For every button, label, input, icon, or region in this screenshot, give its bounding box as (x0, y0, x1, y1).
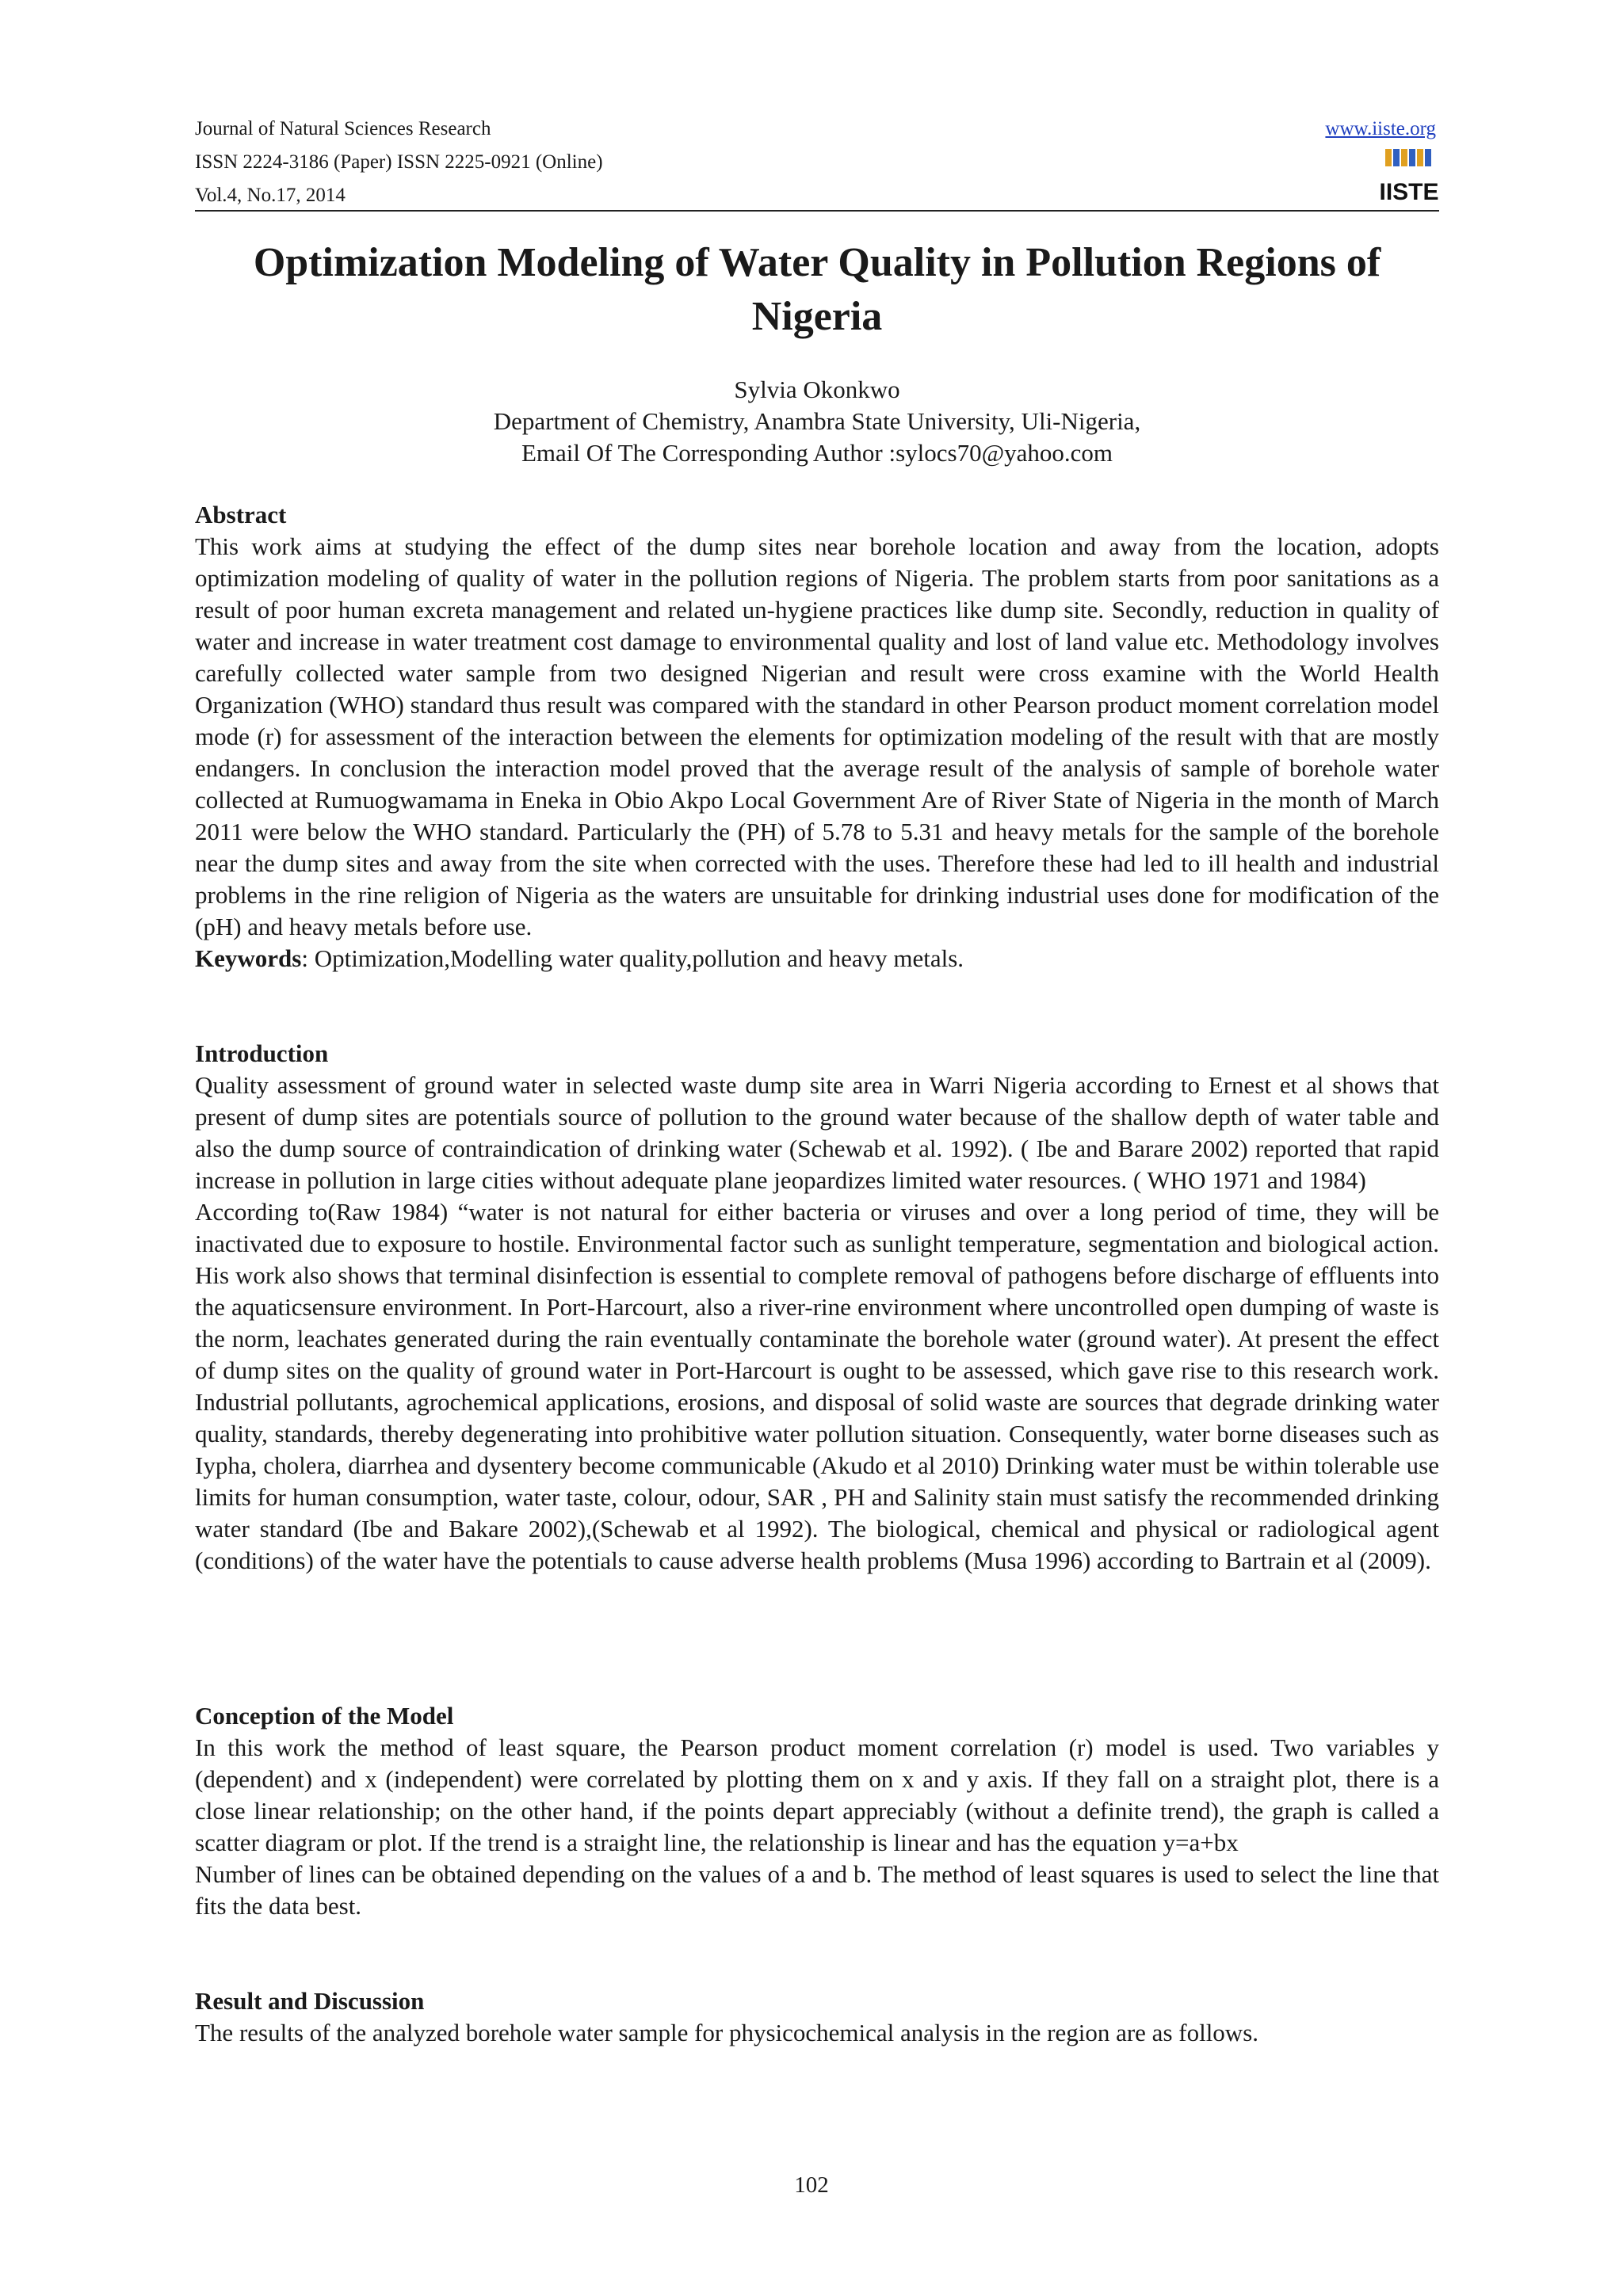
results-paragraph-1: The results of the analyzed borehole water sample for physicochemical analysis in the region are as follows. (195, 2019, 1259, 2046)
conception-heading: Conception of the Model (195, 1702, 454, 1730)
paper-title: Optimization Modeling of Water Quality in Pollution Regions of Nigeria (253, 240, 1381, 339)
results-section (195, 1985, 1439, 2049)
abstract-heading: Abstract (195, 501, 287, 528)
conception-section (195, 1700, 1439, 1922)
conception-paragraph-2: Number of lines can be obtained depending on the values of a and b. The method of least squares is used to select the line that fits the data best. (195, 1860, 1439, 1920)
introduction-heading: Introduction (195, 1039, 329, 1067)
keywords-text: : Optimization,Modelling water quality,pollution and heavy metals. (301, 944, 964, 972)
page-number: 102 (794, 2172, 829, 2198)
author-email: Email Of The Corresponding Author :sylocs70@yahoo.com (521, 439, 1113, 467)
introduction-section (195, 1038, 1439, 1577)
journal-volume: Vol.4, No.17, 2014 (195, 185, 346, 206)
results-heading: Result and Discussion (195, 1987, 425, 2015)
introduction-paragraph-2: According to(Raw 1984) “water is not natural for either bacteria or viruses and over a long period of time, they will be inactivated due to exposure to hostile. Environmental factor such as sunlight temperature, segmentation and biological action. His work also shows that terminal disinfection is essential to complete removal of pathogens before discharge of effluents into the aquaticsensure environment. In Port-Harcourt, also a river-rine environment where uncontrolled open dumping of waste is the norm, leachates generated during the rain eventually contaminate the borehole water (ground water). At present the effect of dump sites on the quality of ground water in Port-Harcourt is ought to be assessed, which gave rise to this research work. Industrial pollutants, agrochemical applications, erosions, and disposal of solid waste are sources that degrade drinking water quality, standards, thereby degenerating into prohibitive water pollution situation. Consequently, water borne diseases such as Iypha, cholera, diarrhea and dysentery become communicable (Akudo et al 2010) Drinking water must be within tolerable use limits for human consumption, water taste, colour, odour, SAR , PH and Salinity stain must satisfy the recommended drinking water standard (Ibe and Bakare 2002),(Schewab et al 1992). The biological, chemical and physical or radiological agent (conditions) of the water have the potentials to cause adverse health problems (Musa 1996) according to Bartrain et al (2009). (195, 1198, 1439, 1574)
journal-website-link[interactable]: www.iiste.org (1325, 118, 1436, 139)
iiste-logo (1379, 147, 1439, 205)
journal-header (195, 111, 1439, 212)
author-name: Sylvia Okonkwo (734, 376, 900, 403)
svg-text:IISTE: IISTE (1379, 179, 1439, 205)
introduction-paragraph-1: Quality assessment of ground water in selected waste dump site area in Warri Nigeria according to Ernest et al shows that present of dump sites are potentials source of pollution to the ground water because of the shallow depth of water table and also the dump source of contraindication of drinking water (Schewab et al. 1992). ( Ibe and Barare 2002) reported that rapid increase in pollution in large cities without adequate plane jeopardizes limited water resources. ( WHO 1971 and 1984) (195, 1071, 1439, 1194)
keywords-label: Keywords (195, 944, 302, 972)
abstract-section (195, 499, 1439, 974)
journal-name: Journal of Natural Sciences Research (195, 118, 491, 139)
keywords-line (195, 943, 1439, 974)
journal-issn: ISSN 2224-3186 (Paper) ISSN 2225-0921 (Online) (195, 151, 603, 173)
author-department: Department of Chemistry, Anambra State University, Uli-Nigeria, (493, 407, 1141, 435)
conception-paragraph-1: In this work the method of least square, the Pearson product moment correlation (r) model is used. Two variables y (dependent) and x (independent) were correlated by plotting them on x and y axis. If they fall on a straight plot, there is a close linear relationship; on the other hand, if the points depart appreciably (without a definite trend), the graph is called a scatter diagram or plot. If the trend is a straight line, the relationship is linear and has the equation y=a+bx (195, 1733, 1439, 1856)
abstract-text: This work aims at studying the effect of the dump sites near borehole location and away from the location, adopts optimization modeling of quality of water in the pollution regions of Nigeria. The problem starts from poor sanitations as a result of poor human excreta management and related un-hygiene practices like dump site. Secondly, reduction in quality of water and increase in water treatment cost damage to environmental quality and lost of land value etc. Methodology involves carefully collected water sample from two designed Nigerian and result were cross examine with the World Health Organization (WHO) standard thus result was compared with the standard in other Pearson product moment correlation model mode (r) for assessment of the interaction between the elements for optimization modeling of the result with that are mostly endangers. In conclusion the interaction model proved that the average result of the analysis of sample of borehole water collected at Rumuogwamama in Eneka in Obio Akpo Local Government Are of River State of Nigeria in the month of March 2011 were below the WHO standard. Particularly the (PH) of 5.78 to 5.31 and heavy metals for the sample of the borehole near the dump sites and away from the site when corrected with the uses. Therefore these had led to ill health and industrial problems in the rine religion of Nigeria as the waters are unsuitable for drinking industrial uses done for modification of the (pH) and heavy metals before use. (195, 532, 1439, 940)
